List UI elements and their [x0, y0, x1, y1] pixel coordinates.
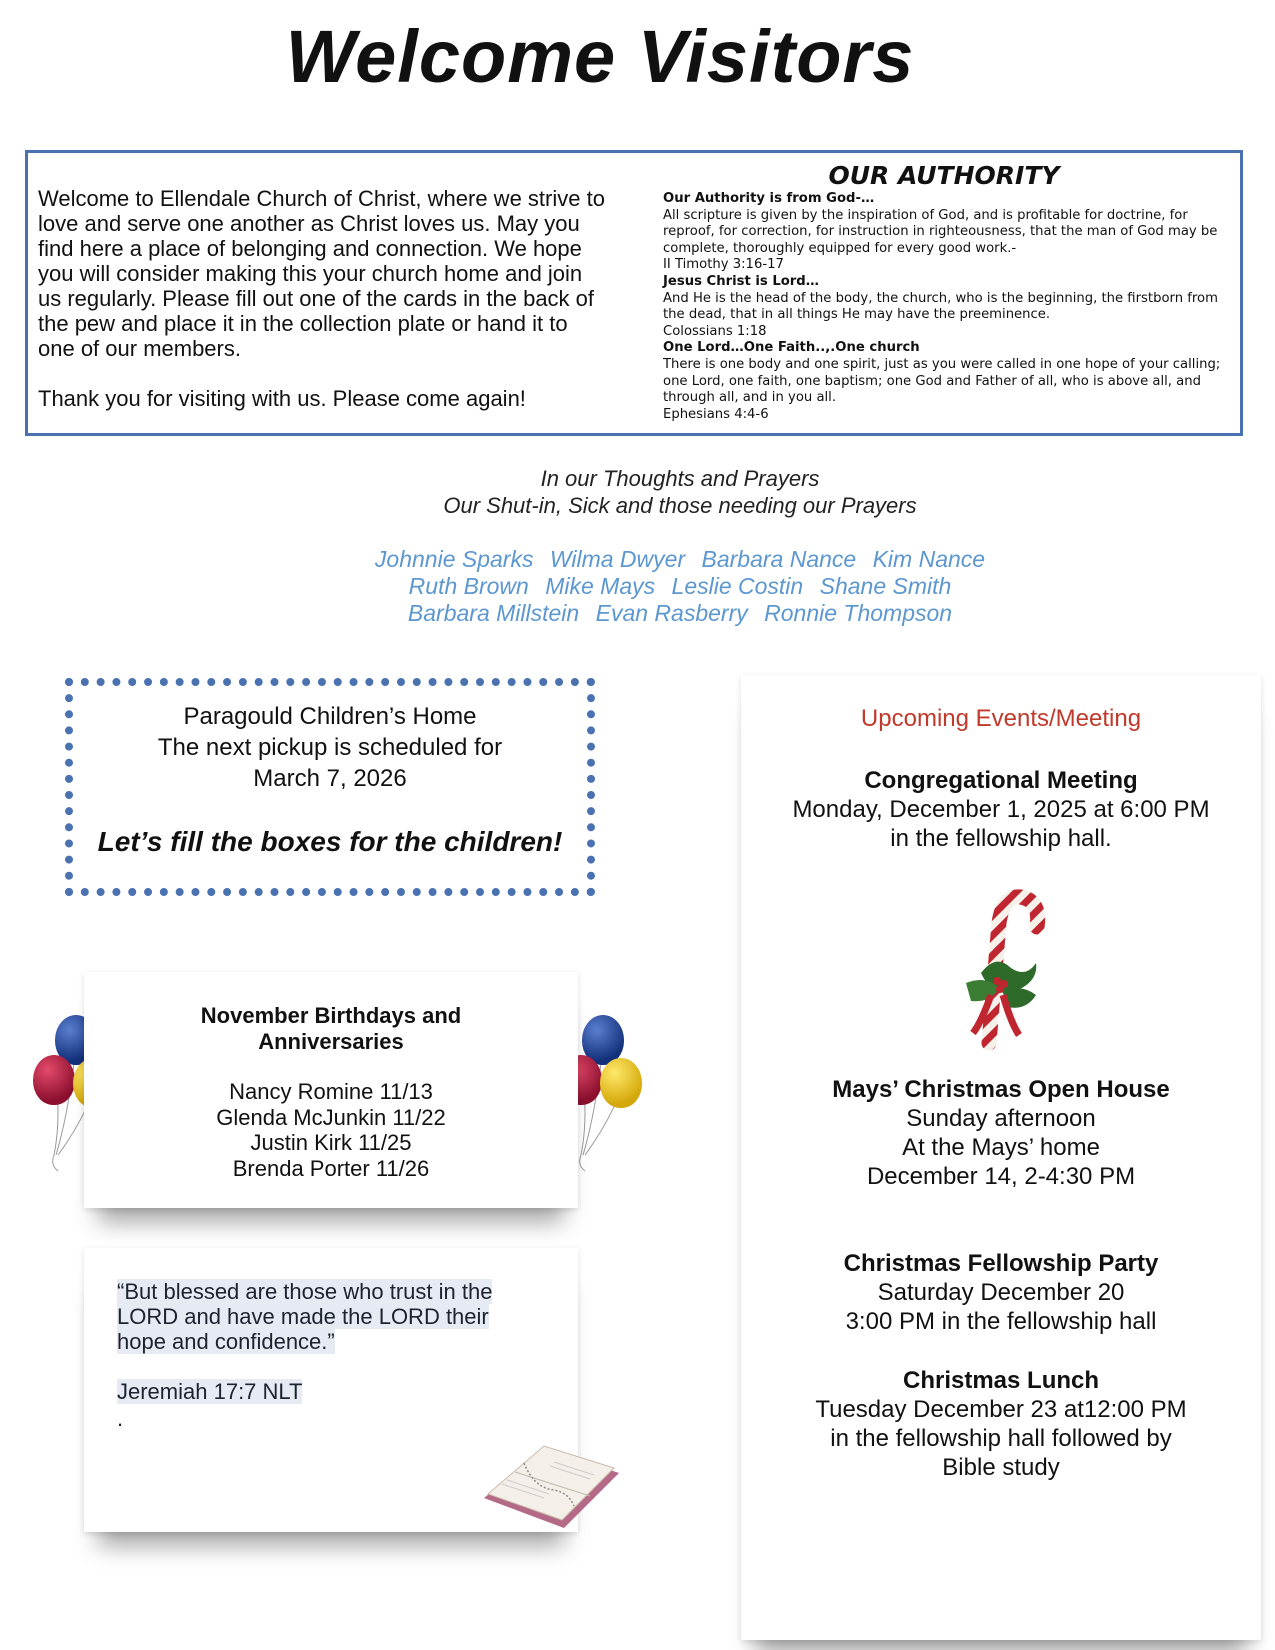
prayer-name: Wilma Dwyer	[549, 546, 686, 572]
event-name: Congregational Meeting	[864, 767, 1138, 794]
childrens-home-tagline: Let’s fill the boxes for the children!	[97, 826, 563, 857]
prayer-name: Ruth Brown	[408, 573, 529, 599]
event-name: Mays’ Christmas Open House	[832, 1076, 1170, 1103]
authority-item-title: One Lord…One Faith..,.One church	[663, 340, 920, 356]
childrens-home-title: Paragould Children’s Home	[183, 703, 477, 730]
authority-item-text: And He is the head of the body, the church, who is the beginning, the firstborn from the dead, that in all things He may have the preeminence.	[663, 290, 1218, 323]
event-detail: At the Mays’ home	[902, 1134, 1100, 1161]
event-name: Christmas Fellowship Party	[843, 1250, 1159, 1277]
verse-card	[84, 1248, 578, 1532]
authority-item-title: Jesus Christ is Lord…	[663, 273, 819, 289]
birthdays-title-line: Anniversaries	[258, 1028, 404, 1054]
prayers-heading	[0, 465, 1275, 519]
event-detail: Monday, December 1, 2025 at 6:00 PM	[792, 796, 1210, 823]
birthdays-list	[84, 1079, 578, 1181]
birthdays-card	[84, 972, 578, 1208]
prayer-name: Shane Smith	[819, 573, 952, 599]
event-item	[741, 766, 1261, 853]
welcome-text	[38, 186, 608, 436]
event-detail: December 14, 2-4:30 PM	[866, 1163, 1136, 1190]
prayer-name: Mike Mays	[545, 573, 656, 599]
birthday-entry: Justin Kirk 11/25	[250, 1130, 412, 1155]
prayer-name: Leslie Costin	[671, 573, 804, 599]
verse-trailing: .	[117, 1406, 124, 1431]
verse-line: LORD and have made the LORD their	[117, 1304, 489, 1329]
events-card	[741, 675, 1261, 1640]
prayer-name: Barbara Millstein	[407, 600, 580, 626]
candy-cane-icon	[941, 883, 1061, 1053]
event-item	[741, 1249, 1261, 1336]
page-title: Welcome Visitors	[285, 15, 915, 98]
event-detail: Sunday afternoon	[906, 1105, 1096, 1132]
prayer-name: Johnnie Sparks	[374, 546, 534, 572]
event-name: Christmas Lunch	[902, 1367, 1100, 1394]
birthday-entry: Brenda Porter 11/26	[232, 1155, 430, 1181]
prayer-name: Kim Nance	[872, 546, 986, 572]
prayer-row	[0, 600, 1275, 627]
verse-line: “But blessed are those who trust in the	[117, 1279, 493, 1304]
verse-text	[117, 1279, 517, 1354]
birthdays-title	[84, 1003, 578, 1054]
prayer-name: Barbara Nance	[701, 546, 857, 572]
childrens-home-line: The next pickup is scheduled for	[157, 734, 503, 761]
event-detail: in the fellowship hall followed by	[830, 1425, 1172, 1452]
events-title: Upcoming Events/Meeting	[860, 705, 1142, 732]
authority-item-ref: Colossians 1:18	[663, 323, 767, 339]
verse-reference: Jeremiah 17:7 NLT	[117, 1379, 303, 1404]
welcome-thanks: Thank you for visiting with us. Please come again!	[38, 386, 526, 411]
authority-section	[663, 161, 1233, 423]
event-detail: in the fellowship hall.	[890, 825, 1112, 852]
event-detail: Bible study	[942, 1454, 1060, 1481]
event-detail: Tuesday December 23 at12:00 PM	[815, 1396, 1187, 1423]
welcome-paragraph: Welcome to Ellendale Church of Christ, where we strive to love and serve one another as Christ loves us. May you find here a place of belonging and connection. We hope you will consider making this your church home and join us regularly. Please fill out one of the cards in the back of the pew and place it in the collection plate or hand it to one of our members.	[38, 186, 605, 361]
birthdays-title-line: November Birthdays and	[200, 1003, 462, 1028]
event-detail: 3:00 PM in the fellowship hall	[845, 1308, 1157, 1335]
prayer-row	[0, 546, 1275, 573]
verse-line: hope and confidence.”	[117, 1329, 335, 1354]
childrens-home-box	[65, 678, 595, 896]
prayer-list	[0, 546, 1275, 627]
prayers-line: Our Shut-in, Sick and those needing our Prayers	[443, 493, 917, 518]
bible-icon	[474, 1428, 624, 1538]
event-item	[741, 1366, 1261, 1482]
authority-item-text: There is one body and one spirit, just as you were called in one hope of your calling; one Lord, one faith, one baptism; one God and Father of all, who is above all, and through all, and in you all.	[663, 356, 1221, 406]
event-item	[741, 1075, 1261, 1191]
prayer-name: Evan Rasberry	[595, 600, 748, 626]
childrens-home-date: March 7, 2026	[253, 765, 407, 792]
authority-item-ref: Ephesians 4:4-6	[663, 406, 769, 422]
event-detail: Saturday December 20	[877, 1279, 1125, 1306]
authority-item-title: Our Authority is from God-…	[663, 191, 875, 206]
birthday-entry: Nancy Romine 11/13	[229, 1079, 433, 1104]
authority-item-text: All scripture is given by the inspiration of God, and is profitable for doctrine, for reproof, for correction, for instruction in righteousness, that the man of God may be complete, thoroughly equipped for every good work.-	[663, 207, 1218, 256]
welcome-authority-box	[25, 150, 1243, 436]
birthday-entry: Glenda McJunkin 11/22	[216, 1104, 446, 1130]
authority-heading: OUR AUTHORITY	[828, 161, 1060, 190]
authority-item-ref: II Timothy 3:16-17	[663, 257, 784, 273]
prayers-line: In our Thoughts and Prayers	[540, 466, 820, 491]
prayer-name: Ronnie Thompson	[764, 600, 953, 626]
prayer-row	[0, 573, 1275, 600]
